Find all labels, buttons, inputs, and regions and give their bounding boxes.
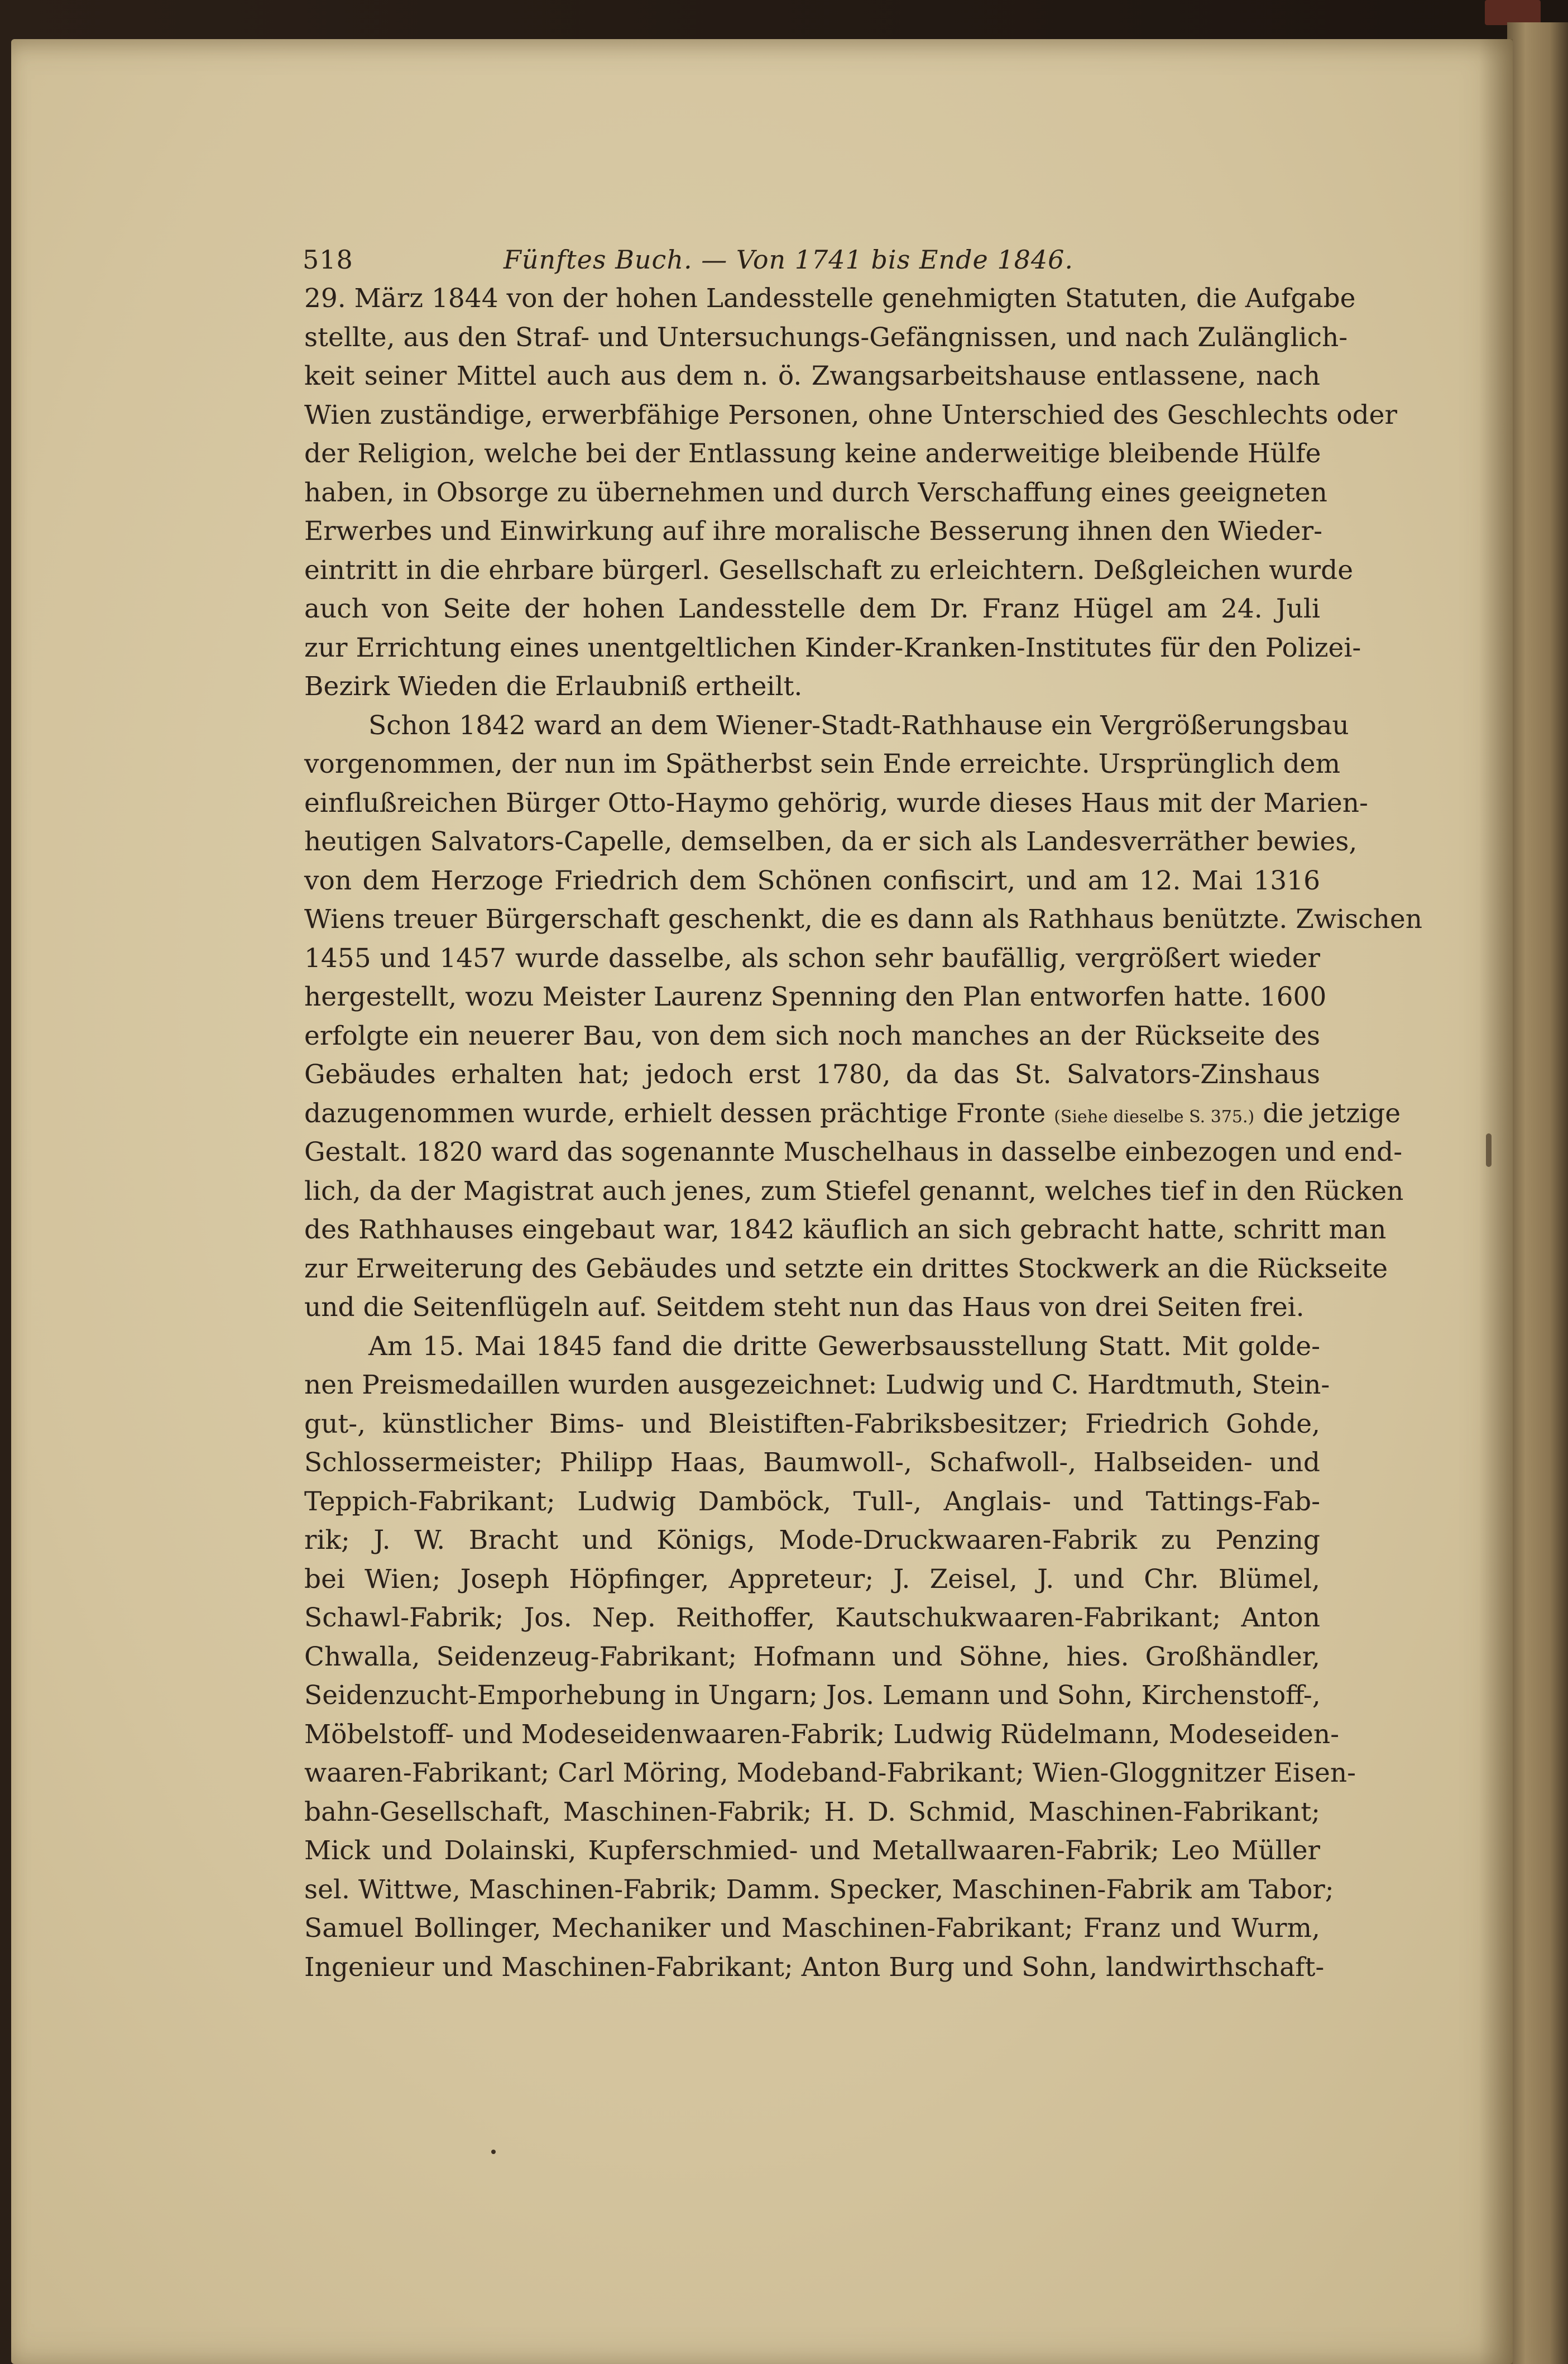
- bookmark-ribbon: [1485, 0, 1541, 25]
- page-number: 518: [303, 245, 353, 275]
- text-line: Am 15. Mai 1845 fand die dritte Gewerbsausstellung Statt. Mit golde-: [368, 1331, 1320, 1362]
- text-line: zur Erweiterung des Gebäudes und setzte ein drittes Stockwerk an die Rückseite: [304, 1253, 1388, 1284]
- text-line: Schawl-Fabrik; Jos. Nep. Reithoffer, Kautschukwaaren-Fabrikant; Anton: [304, 1602, 1320, 1633]
- text-line: des Rathhauses eingebaut war, 1842 käuflich an sich gebracht hatte, schritt man: [304, 1214, 1387, 1245]
- text-line: vorgenommen, der nun im Spätherbst sein Ende erreichte. Ursprünglich dem: [304, 749, 1341, 779]
- text-line: der Religion, welche bei der Entlassung keine anderweitige bleibende Hülfe: [304, 438, 1321, 469]
- text-line: Seidenzucht-Emporhebung in Ungarn; Jos. Lemann und Sohn, Kirchenstoff-,: [304, 1680, 1321, 1711]
- text-line: hergestellt, wozu Meister Laurenz Spenning den Plan entworfen hatte. 1600: [304, 982, 1327, 1012]
- text-line: lich, da der Magistrat auch jenes, zum Stiefel genannt, welches tief in den Rücken: [304, 1175, 1404, 1207]
- text-line: bahn-Gesellschaft, Maschinen-Fabrik; H. D. Schmid, Maschinen-Fabrikant;: [304, 1796, 1320, 1827]
- text-line: waaren-Fabrikant; Carl Möring, Modeband-Fabrikant; Wien-Gloggnitzer Eisen-: [304, 1758, 1356, 1788]
- text-line: gut-, künstlicher Bims- und Bleistiften-Fabriksbesitzer; Friedrich Gohde,: [304, 1408, 1320, 1439]
- text-line: nen Preismedaillen wurden ausgezeichnet: Ludwig und C. Hardtmuth, Stein-: [304, 1370, 1330, 1400]
- text-line: haben, in Obsorge zu übernehmen und durch Verschaffung eines geeigneten: [304, 477, 1327, 508]
- text-line: Schlossermeister; Philipp Haas, Baumwoll-, Schafwoll-, Halbseiden- und: [304, 1447, 1320, 1478]
- body-text: [304, 279, 1422, 2026]
- text-line: Gebäudes erhalten hat; jedoch erst 1780, da das St. Salvators-Zinshaus: [304, 1059, 1320, 1090]
- next-page-edge: [1507, 22, 1568, 2364]
- text-line: sel. Wittwe, Maschinen-Fabrik; Damm. Specker, Maschinen-Fabrik am Tabor;: [304, 1874, 1334, 1905]
- text-line: bei Wien; Joseph Höpfinger, Appreteur; J. Zeisel, J. und Chr. Blümel,: [304, 1563, 1320, 1595]
- text-line: erfolgte ein neuerer Bau, von dem sich noch manches an der Rückseite des: [304, 1020, 1320, 1051]
- text-line: heutigen Salvators-Capelle, demselben, da er sich als Landesverräther bewies,: [304, 826, 1358, 857]
- text-line: Wien zuständige, erwerbfähige Personen, ohne Unterschied des Geschlechts oder: [304, 399, 1397, 430]
- text-line: keit seiner Mittel auch aus dem n. ö. Zwangsarbeitshause entlassene, nach: [304, 361, 1320, 391]
- text-line-with-reference: [304, 1094, 1401, 1133]
- text-line: Möbelstoff- und Modeseidenwaaren-Fabrik; Ludwig Rüdelmann, Modeseiden-: [304, 1719, 1339, 1750]
- text-line: stellte, aus den Straf- und Untersuchungs-Gefängnissen, und nach Zulänglich-: [304, 322, 1348, 353]
- text-line: Samuel Bollinger, Mechaniker und Maschinen-Fabrikant; Franz und Wurm,: [304, 1913, 1320, 1944]
- text-line: auch von Seite der hohen Landesstelle dem Dr. Franz Hügel am 24. Juli: [304, 594, 1320, 624]
- running-head: Fünftes Buch. — Von 1741 bis Ende 1846.: [504, 245, 1074, 275]
- text-line: 1455 und 1457 wurde dasselbe, als schon sehr baufällig, vergrößert wieder: [304, 942, 1320, 974]
- text-line: eintritt in die ehrbare bürgerl. Gesellschaft zu erleichtern. Deßgleichen wurde: [304, 554, 1354, 586]
- page-header: [291, 240, 1341, 279]
- text-line: Schon 1842 ward an dem Wiener-Stadt-Rathhause ein Vergrößerungsbau: [368, 710, 1349, 741]
- text-line: zur Errichtung eines unentgeltlichen Kinder-Kranken-Institutes für den Polizei-: [304, 632, 1361, 663]
- margin-ink-mark: [1486, 1133, 1492, 1167]
- text-fragment: dazugenommen wurde, erhielt dessen prächtige Fronte: [304, 1098, 1046, 1129]
- page-gutter-shadow: [1479, 39, 1513, 2364]
- text-line: einflußreichen Bürger Otto-Haymo gehörig, wurde dieses Haus mit der Marien-: [304, 787, 1368, 819]
- text-line: Gestalt. 1820 ward das sogenannte Muschelhaus in dasselbe einbezogen und end-: [304, 1137, 1403, 1167]
- text-line: Teppich-Fabrikant; Ludwig Damböck, Tull-, Anglais- und Tattings-Fab-: [304, 1486, 1320, 1517]
- text-fragment: die jetzige: [1263, 1098, 1401, 1129]
- text-line: Mick und Dolainski, Kupferschmied- und Metallwaaren-Fabrik; Leo Müller: [304, 1835, 1320, 1866]
- text-line: rik; J. W. Bracht und Königs, Mode-Druckwaaren-Fabrik zu Penzing: [304, 1525, 1320, 1556]
- text-line: Bezirk Wieden die Erlaubniß ertheilt.: [304, 671, 803, 702]
- text-line: von dem Herzoge Friedrich dem Schönen confiscirt, und am 12. Mai 1316: [304, 865, 1320, 896]
- text-line: [304, 1987, 1320, 2026]
- text-line: Wiens treuer Bürgerschaft geschenkt, die es dann als Rathhaus benützte. Zwischen: [304, 904, 1422, 935]
- text-line: und die Seitenflügeln auf. Seitdem steht nun das Haus von drei Seiten frei.: [304, 1292, 1305, 1323]
- text-line: Erwerbes und Einwirkung auf ihre moralische Besserung ihnen den Wieder-: [304, 516, 1322, 547]
- text-line: 29. März 1844 von der hohen Landesstelle genehmigten Statuten, die Aufgabe: [304, 283, 1356, 314]
- ink-dot: [491, 2150, 496, 2154]
- text-line: Chwalla, Seidenzeug-Fabrikant; Hofmann und Söhne, hies. Großhändler,: [304, 1641, 1320, 1672]
- text-line: Ingenieur und Maschinen-Fabrikant; Anton Burg und Sohn, landwirthschaft-: [304, 1951, 1325, 1983]
- page-reference: (Siehe dieselbe S. 375.): [1054, 1107, 1255, 1127]
